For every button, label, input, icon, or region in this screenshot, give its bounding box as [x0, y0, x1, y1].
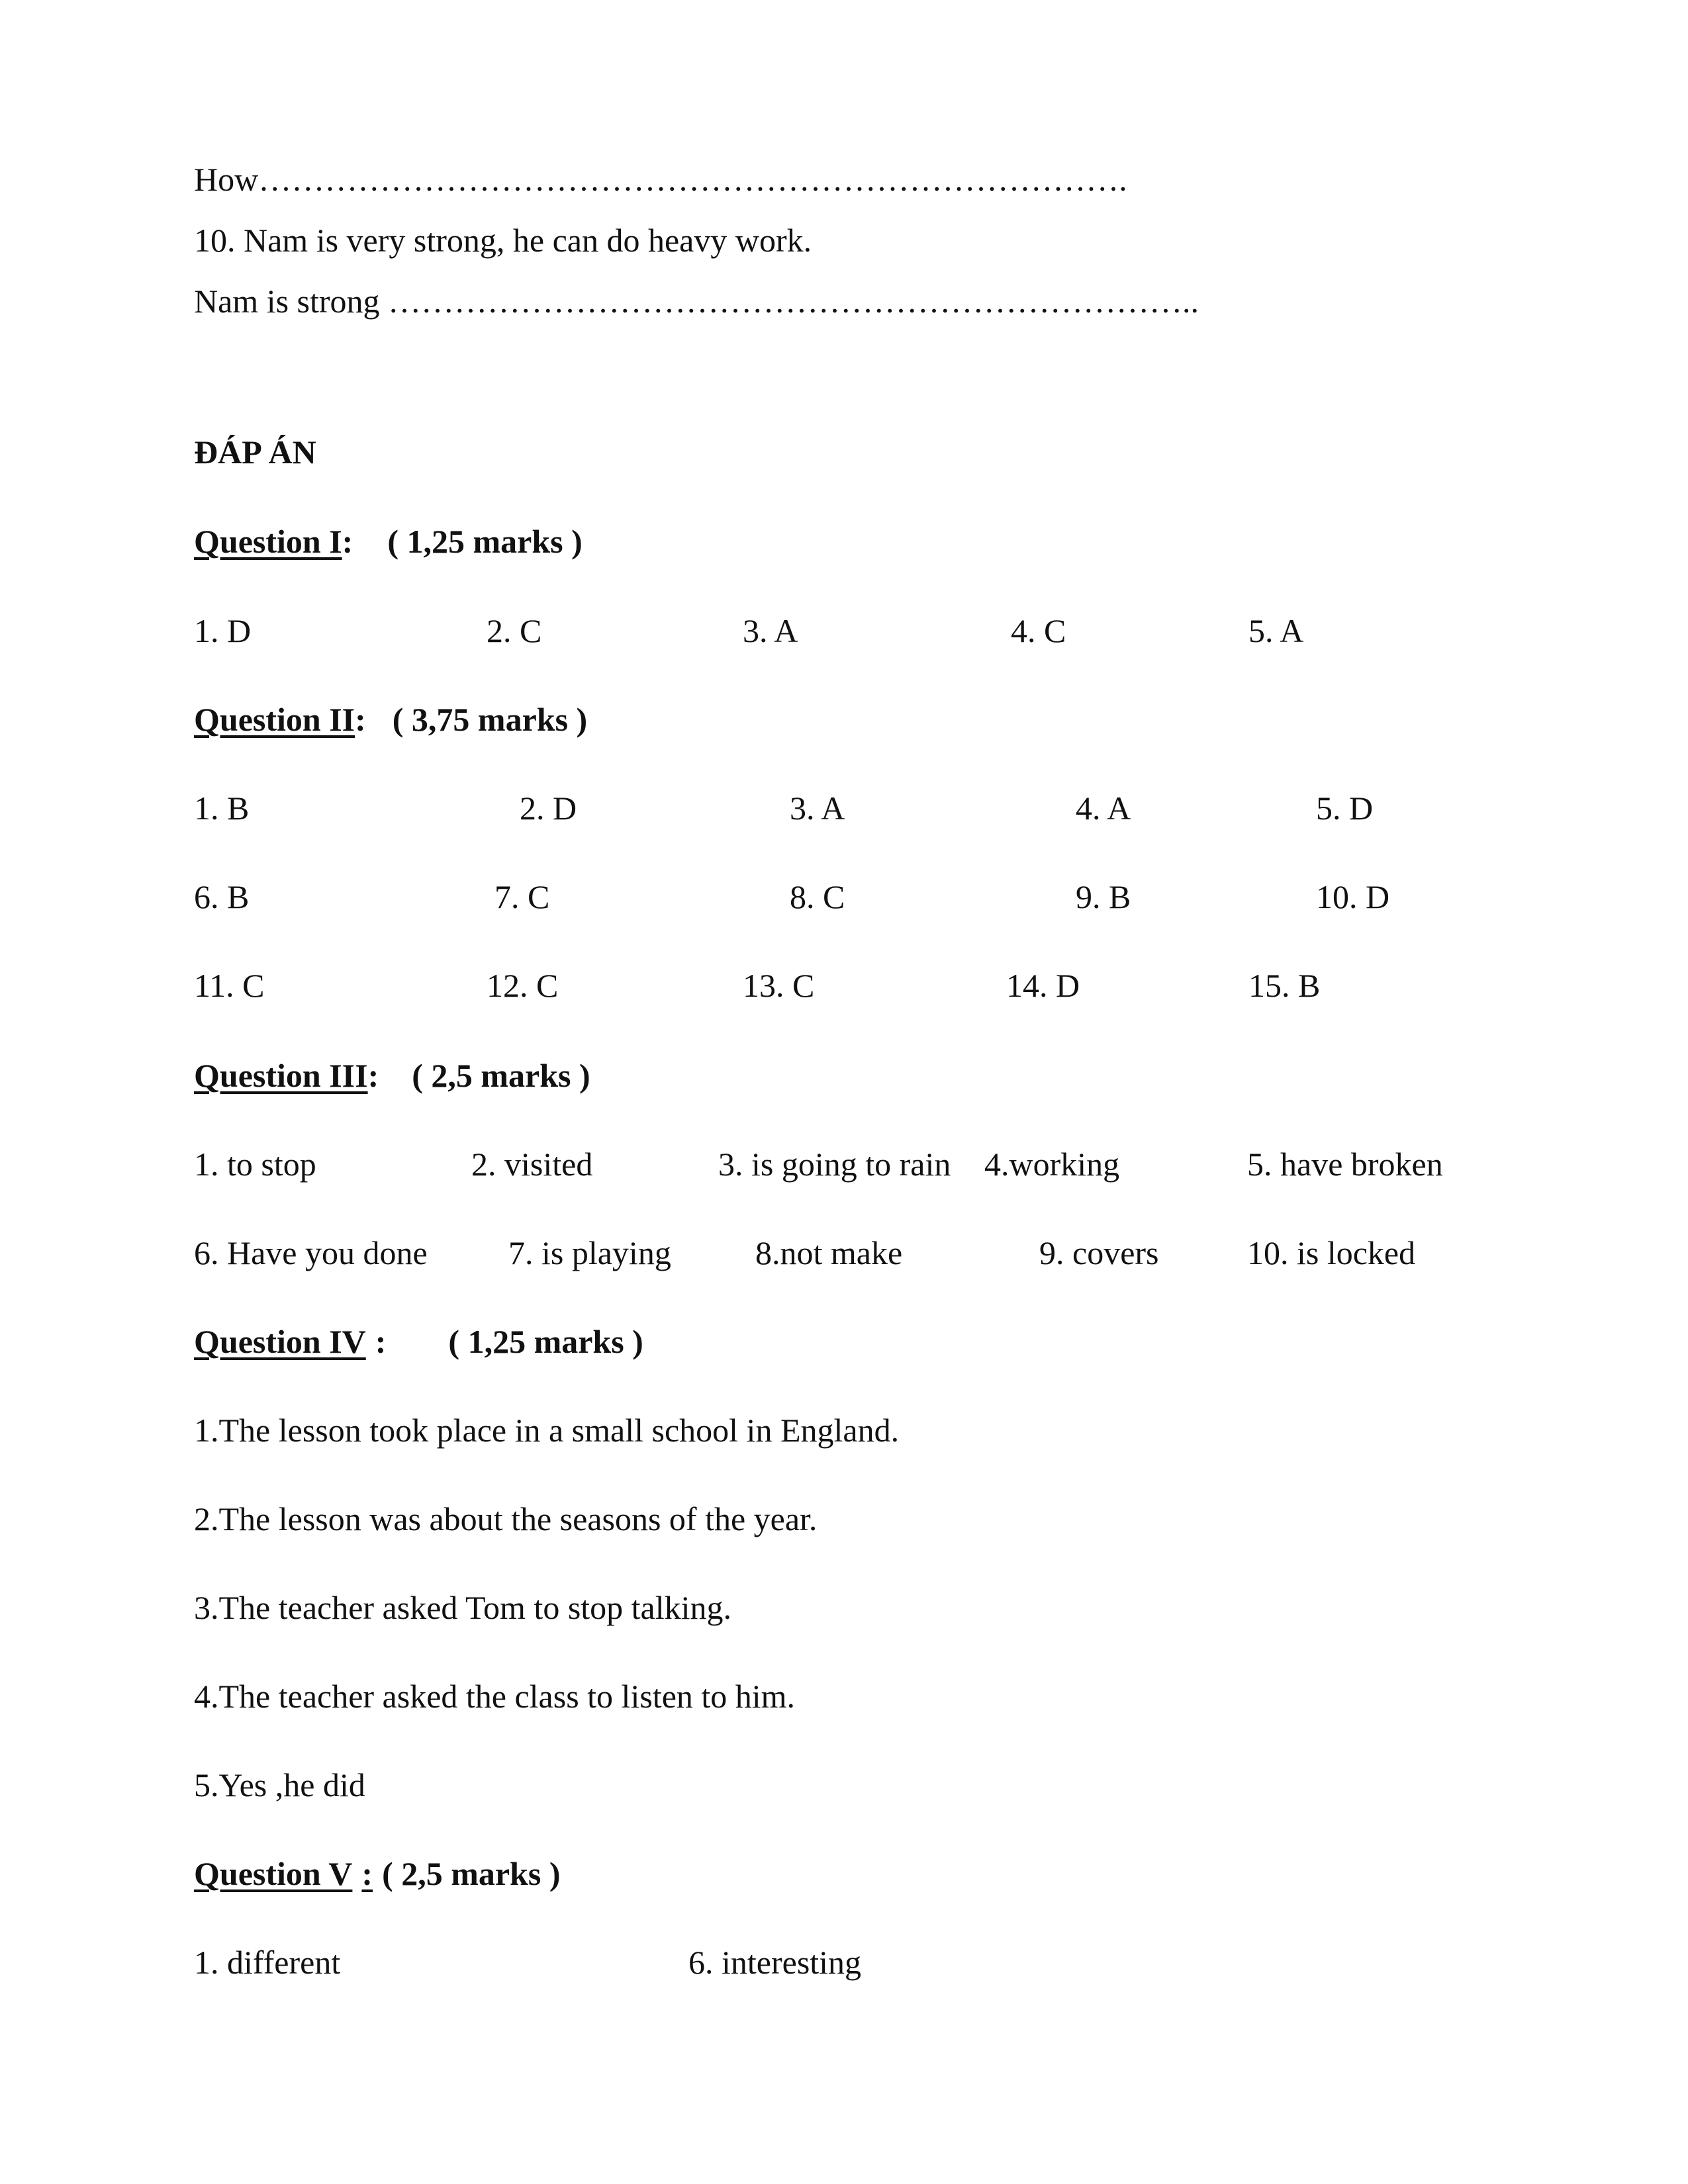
question-2-label: Question II	[194, 701, 355, 738]
q2-answer: 2. D	[520, 790, 577, 827]
question-1-colon: :	[342, 523, 353, 560]
question-5-header	[194, 1857, 560, 1890]
q2-answer: 12. C	[487, 967, 559, 1004]
q2-answer: 5. D	[1316, 790, 1374, 827]
q1-answer: 1. D	[194, 612, 252, 649]
q4-answer: 4.The teacher asked the class to listen to him.	[194, 1678, 796, 1715]
q2-answer: 8. C	[790, 878, 845, 915]
q3-answer: 8.not make	[755, 1234, 903, 1271]
question-3-marks: ( 2,5 marks )	[412, 1057, 590, 1094]
question-4-label: Question IV	[194, 1323, 366, 1360]
question-1-label: Question I	[194, 523, 342, 560]
question-2-marks: ( 3,75 marks )	[392, 701, 588, 738]
q2-answer: 6. B	[194, 878, 250, 915]
q3-answer: 5. have broken	[1247, 1146, 1443, 1183]
q4-answer: 2.The lesson was about the seasons of the year.	[194, 1500, 818, 1537]
q2-answer: 11. C	[194, 967, 265, 1004]
question-5-colon: :	[361, 1855, 373, 1892]
q2-answer: 1. B	[194, 790, 250, 827]
q3-answer: 1. to stop	[194, 1146, 316, 1183]
q3-answer: 10. is locked	[1247, 1234, 1416, 1271]
q5-answer: 1. different	[194, 1944, 341, 1981]
question-3-label: Question III	[194, 1057, 368, 1094]
exercise-line-how: How…………………………………………………………………….	[194, 161, 1127, 198]
q4-answer: 1.The lesson took place in a small school in England.	[194, 1412, 900, 1449]
q2-answer: 9. B	[1076, 878, 1131, 915]
q2-answer: 10. D	[1316, 878, 1390, 915]
q2-answer: 7. C	[494, 878, 550, 915]
question-5-label: Question V	[194, 1855, 353, 1892]
q2-answer: 13. C	[743, 967, 815, 1004]
question-2-colon: :	[355, 701, 366, 738]
question-4-header	[194, 1325, 643, 1358]
q5-answer: 6. interesting	[688, 1944, 862, 1981]
exercise-line-nam-strong: Nam is strong ………………………………………………………………..	[194, 283, 1199, 320]
q1-answer: 3. A	[743, 612, 798, 649]
question-3-colon: :	[367, 1057, 379, 1094]
q3-answer: 2. visited	[471, 1146, 593, 1183]
q1-answer: 5. A	[1248, 612, 1304, 649]
q1-answer: 4. C	[1011, 612, 1066, 649]
q4-answer: 5.Yes ,he did	[194, 1766, 365, 1803]
exercise-item-10: 10. Nam is very strong, he can do heavy work.	[194, 222, 812, 259]
q3-answer: 6. Have you done	[194, 1234, 428, 1271]
question-4-marks: ( 1,25 marks )	[448, 1323, 643, 1360]
question-5-marks: ( 2,5 marks )	[382, 1855, 561, 1892]
question-2-header	[194, 703, 587, 736]
q3-answer: 7. is playing	[508, 1234, 671, 1271]
q3-answer: 4.working	[984, 1146, 1120, 1183]
answer-key-heading: ĐÁP ÁN	[194, 433, 316, 471]
q4-answer: 3.The teacher asked Tom to stop talking.	[194, 1589, 732, 1626]
q2-answer: 4. A	[1076, 790, 1131, 827]
question-3-header	[194, 1059, 590, 1092]
q2-answer: 14. D	[1006, 967, 1080, 1004]
question-1-header	[194, 525, 583, 558]
q2-answer: 15. B	[1248, 967, 1321, 1004]
q3-answer: 9. covers	[1039, 1234, 1159, 1271]
q3-answer: 3. is going to rain	[718, 1146, 951, 1183]
q1-answer: 2. C	[487, 612, 542, 649]
q2-answer: 3. A	[790, 790, 845, 827]
question-1-marks: ( 1,25 marks )	[387, 523, 583, 560]
question-4-colon: :	[375, 1323, 387, 1360]
